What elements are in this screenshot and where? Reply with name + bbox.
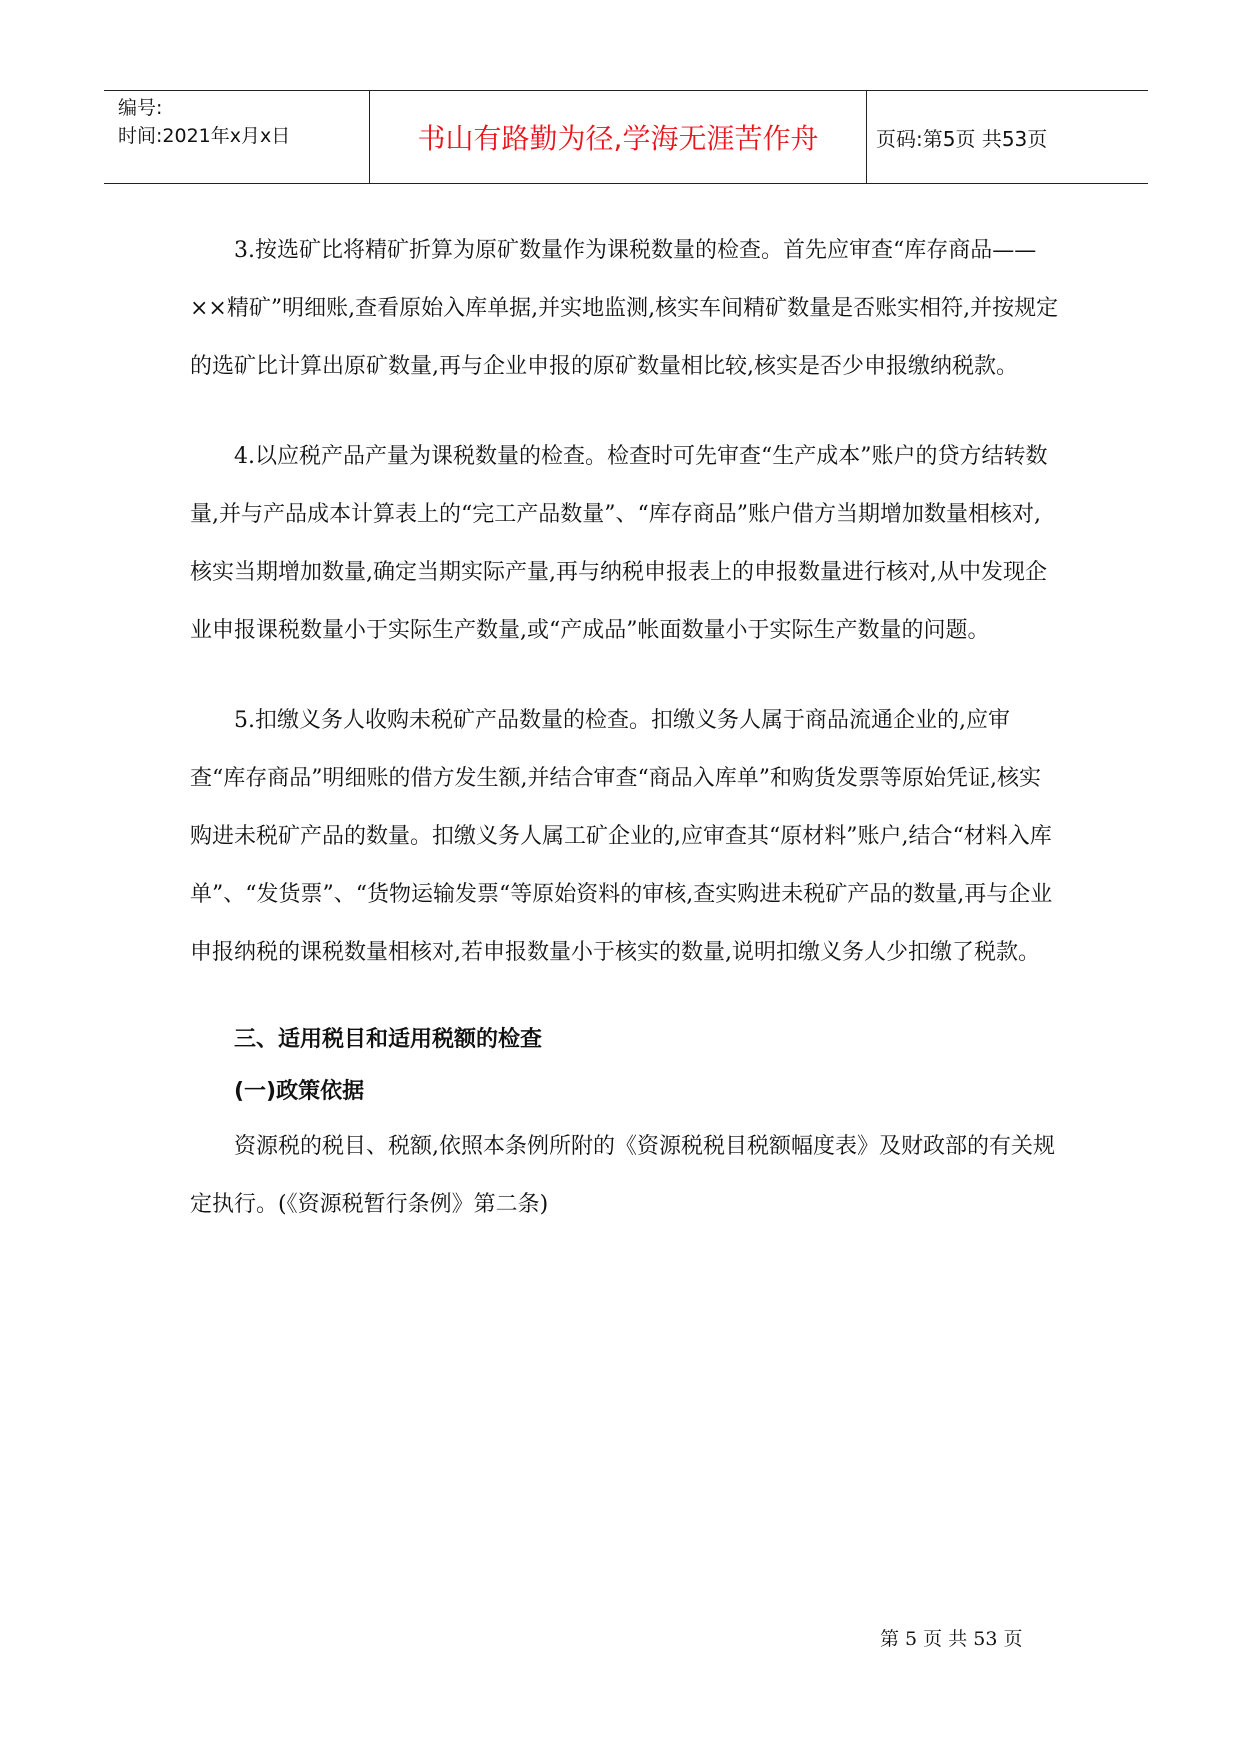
document-body [190,222,1060,1234]
page-header [104,90,1148,184]
section-heading: 三、适用税目和适用税额的检查 [234,1027,543,1052]
document-number-label: 编号: [118,97,163,119]
header-meta [118,91,358,186]
paragraph-5: 5.扣缴义务人收购未税矿产品数量的检查。扣缴义务人属于商品流通企业的,应审查“库存商品”明细账的借方发生额,并结合审查“商品入库单”和购货发票等原始凭证,核实购进未税矿产品的数量。扣缴义务人属工矿企业的,应审查其“原材料”账户,结合“材料入库单”、“发货票”、“货物运输发票“等原始资料的审核,查实购进未税矿产品的数量,再与企业申报纳税的课税数量相核对,若申报数量小于核实的数量,说明扣缴义务人少扣缴了税款。 [190,708,1053,965]
page-footer: 第 5 页 共 53 页 [880,1628,1023,1650]
sub-heading: (一)政策依据 [234,1079,365,1104]
paragraph-3: 3.按选矿比将精矿折算为原矿数量作为课税数量的检查。首先应审查“库存商品——××精矿”明细账,查看原始入库单据,并实地监测,核实车间精矿数量是否账实相符,并按规定的选矿比计算出原矿数量,再与企业申报的原矿数量相比较,核实是否少申报缴纳税款。 [190,238,1059,379]
header-page-number: 页码:第5页 共53页 [876,126,1048,151]
paragraph-4: 4.以应税产品产量为课税数量的检查。检查时可先审查“生产成本”账户的贷方结转数量,并与产品成本计算表上的“完工产品数量”、“库存商品”账户借方当期增加数量相核对,核实当期增加数量,确定当期实际产量,再与纳税申报表上的申报数量进行核对,从中发现企业申报课税数量小于实际生产数量,或“产成品”帐面数量小于实际生产数量的问题。 [190,444,1048,643]
policy-paragraph: 资源税的税目、税额,依照本条例所附的《资源税税目税额幅度表》及财政部的有关规定执行。(《资源税暂行条例》第二条) [190,1134,1055,1217]
document-time-label: 时间:2021年x月x日 [118,125,291,147]
header-motto: 书山有路勤为径,学海无涯苦作舟 [369,91,867,183]
